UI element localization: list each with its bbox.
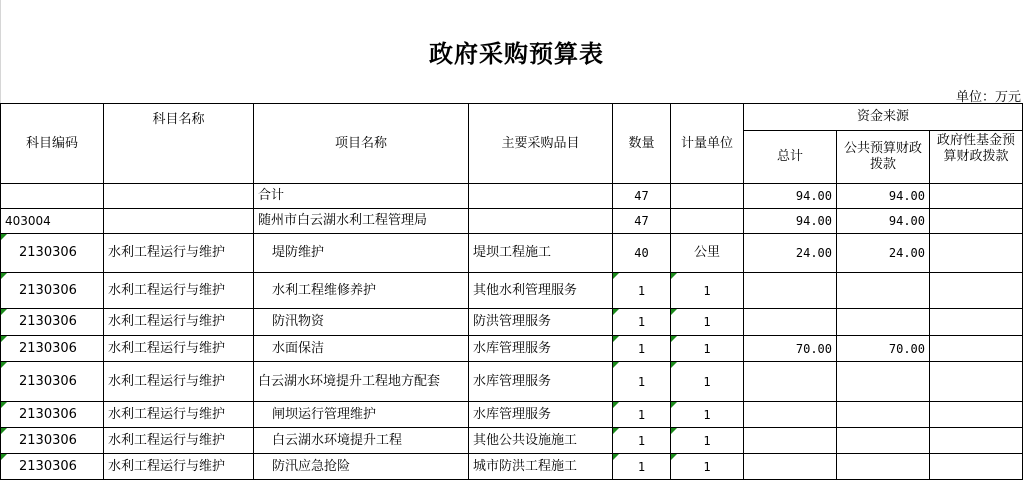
- cell-code[interactable]: [1, 184, 104, 209]
- cell-project[interactable]: 合计: [254, 184, 469, 209]
- cell-public[interactable]: [837, 402, 930, 428]
- header-item[interactable]: 主要采购品目: [469, 104, 613, 184]
- cell-project[interactable]: 随州市白云湖水利工程管理局: [254, 209, 469, 234]
- header-public[interactable]: 公共预算财政拨款: [837, 131, 930, 184]
- cell-public[interactable]: 24.00: [837, 234, 930, 273]
- cell-code[interactable]: 2130306: [1, 234, 104, 273]
- cell-total[interactable]: 94.00: [744, 209, 837, 234]
- cell-subject[interactable]: [104, 209, 254, 234]
- cell-gov-fund[interactable]: [930, 402, 1023, 428]
- cell-gov-fund[interactable]: [930, 209, 1023, 234]
- table-row: [1, 273, 1023, 309]
- cell-subject[interactable]: 水利工程运行与维护: [104, 362, 254, 402]
- cell-gov-fund[interactable]: [930, 362, 1023, 402]
- cell-unit[interactable]: 公里: [671, 234, 744, 273]
- page-title: 政府采购预算表: [429, 39, 604, 68]
- cell-qty[interactable]: 1: [613, 454, 671, 480]
- cell-qty[interactable]: 47: [613, 209, 671, 234]
- cell-gov-fund[interactable]: [930, 309, 1023, 336]
- cell-qty[interactable]: 1: [613, 273, 671, 309]
- cell-code[interactable]: 2130306: [1, 309, 104, 336]
- table-row: [1, 428, 1023, 454]
- cell-subject[interactable]: 水利工程运行与维护: [104, 336, 254, 362]
- cell-gov-fund[interactable]: [930, 273, 1023, 309]
- cell-item[interactable]: 防洪管理服务: [469, 309, 613, 336]
- table-row: [1, 336, 1023, 362]
- cell-item[interactable]: 水库管理服务: [469, 402, 613, 428]
- cell-gov-fund[interactable]: [930, 336, 1023, 362]
- cell-qty[interactable]: 40: [613, 234, 671, 273]
- cell-total[interactable]: 70.00: [744, 336, 837, 362]
- cell-item[interactable]: 城市防洪工程施工: [469, 454, 613, 480]
- cell-total[interactable]: [744, 273, 837, 309]
- cell-total[interactable]: [744, 454, 837, 480]
- cell-qty[interactable]: 1: [613, 336, 671, 362]
- cell-project[interactable]: 闸坝运行管理维护: [254, 402, 469, 428]
- header-subject[interactable]: 科目名称: [104, 104, 254, 184]
- cell-total[interactable]: 94.00: [744, 184, 837, 209]
- cell-subject[interactable]: 水利工程运行与维护: [104, 428, 254, 454]
- cell-total[interactable]: [744, 402, 837, 428]
- cell-item[interactable]: [469, 184, 613, 209]
- cell-project[interactable]: 白云湖水环境提升工程地方配套: [254, 362, 469, 402]
- cell-total[interactable]: 24.00: [744, 234, 837, 273]
- cell-qty[interactable]: 1: [613, 362, 671, 402]
- cell-item[interactable]: 堤坝工程施工: [469, 234, 613, 273]
- cell-subject[interactable]: [104, 184, 254, 209]
- cell-unit[interactable]: [671, 184, 744, 209]
- cell-item[interactable]: 其他水利管理服务: [469, 273, 613, 309]
- cell-code[interactable]: 2130306: [1, 454, 104, 480]
- cell-public[interactable]: [837, 428, 930, 454]
- cell-unit[interactable]: 1: [671, 336, 744, 362]
- cell-public[interactable]: [837, 309, 930, 336]
- cell-public[interactable]: [837, 454, 930, 480]
- cell-gov-fund[interactable]: [930, 428, 1023, 454]
- table-row: [1, 234, 1023, 273]
- header-qty[interactable]: 数量: [613, 104, 671, 184]
- cell-subject[interactable]: 水利工程运行与维护: [104, 309, 254, 336]
- cell-unit[interactable]: [671, 209, 744, 234]
- cell-unit[interactable]: 1: [671, 402, 744, 428]
- cell-unit[interactable]: 1: [671, 273, 744, 309]
- cell-qty[interactable]: 1: [613, 309, 671, 336]
- cell-public[interactable]: 70.00: [837, 336, 930, 362]
- cell-gov-fund[interactable]: [930, 234, 1023, 273]
- cell-qty[interactable]: 1: [613, 428, 671, 454]
- cell-code[interactable]: 2130306: [1, 273, 104, 309]
- cell-unit[interactable]: 1: [671, 362, 744, 402]
- cell-total[interactable]: [744, 309, 837, 336]
- cell-project[interactable]: 水面保洁: [254, 336, 469, 362]
- cell-total[interactable]: [744, 362, 837, 402]
- cell-code[interactable]: 403004: [1, 209, 104, 234]
- table-row: [1, 402, 1023, 428]
- cell-public[interactable]: [837, 273, 930, 309]
- cell-item[interactable]: 水库管理服务: [469, 362, 613, 402]
- cell-unit[interactable]: 1: [671, 454, 744, 480]
- cell-code[interactable]: 2130306: [1, 428, 104, 454]
- table-row: [1, 454, 1023, 480]
- cell-project[interactable]: 水利工程维修养护: [254, 273, 469, 309]
- cell-gov-fund[interactable]: [930, 454, 1023, 480]
- header-unit[interactable]: 计量单位: [671, 104, 744, 184]
- header-funding[interactable]: 资金来源: [744, 104, 1023, 131]
- table-row: [1, 184, 1023, 209]
- cell-public[interactable]: [837, 362, 930, 402]
- cell-subject[interactable]: 水利工程运行与维护: [104, 273, 254, 309]
- table-row: [1, 362, 1023, 402]
- cell-subject[interactable]: 水利工程运行与维护: [104, 402, 254, 428]
- cell-code[interactable]: 2130306: [1, 402, 104, 428]
- header-code[interactable]: 科目编码: [1, 104, 104, 184]
- cell-public[interactable]: 94.00: [837, 184, 930, 209]
- table-row: [1, 209, 1023, 234]
- unit-label: 单位：万元: [955, 90, 1021, 105]
- cell-unit[interactable]: 1: [671, 428, 744, 454]
- cell-code[interactable]: 2130306: [1, 362, 104, 402]
- cell-item[interactable]: [469, 209, 613, 234]
- cell-subject[interactable]: 水利工程运行与维护: [104, 454, 254, 480]
- cell-total[interactable]: [744, 428, 837, 454]
- cell-project[interactable]: 堤防维护: [254, 234, 469, 273]
- cell-project[interactable]: 防汛物资: [254, 309, 469, 336]
- header-row-1: [1, 104, 1023, 131]
- cell-item[interactable]: 其他公共设施施工: [469, 428, 613, 454]
- header-gov-fund[interactable]: 政府性基金预算财政拨款: [930, 131, 1023, 184]
- cell-project[interactable]: 防汛应急抢险: [254, 454, 469, 480]
- cell-gov-fund[interactable]: [930, 184, 1023, 209]
- cell-subject[interactable]: 水利工程运行与维护: [104, 234, 254, 273]
- cell-code[interactable]: 2130306: [1, 336, 104, 362]
- cell-qty[interactable]: 47: [613, 184, 671, 209]
- header-total[interactable]: 总计: [744, 131, 837, 184]
- cell-unit[interactable]: 1: [671, 309, 744, 336]
- cell-item[interactable]: 水库管理服务: [469, 336, 613, 362]
- cell-qty[interactable]: 1: [613, 402, 671, 428]
- table-row: [1, 309, 1023, 336]
- header-project[interactable]: 项目名称: [254, 104, 469, 184]
- cell-public[interactable]: 94.00: [837, 209, 930, 234]
- cell-project[interactable]: 白云湖水环境提升工程: [254, 428, 469, 454]
- budget-table: [0, 103, 1023, 480]
